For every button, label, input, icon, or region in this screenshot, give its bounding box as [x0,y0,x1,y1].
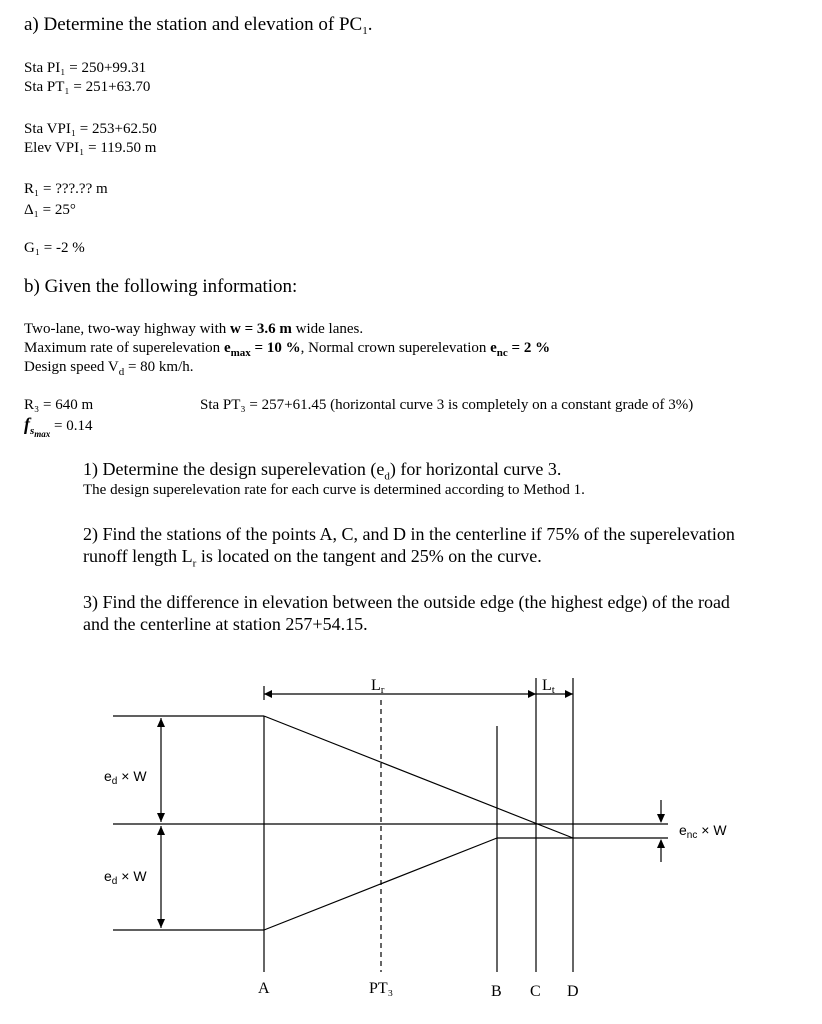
outside-edge-runoff [264,716,573,838]
lt-label: Lt [542,677,555,696]
ed-w-lower-label: $e_d \times W$ [104,868,147,887]
delta-1: Δ₁ = 25° [24,202,76,218]
point-b-label: B [491,983,502,1000]
point-pt3-label: PT₃ [369,980,394,997]
radius-r1: R₁ = ???.?? m [24,181,108,197]
highway-description: Two-lane, two-way highway with w = 3.6 m wide lanes. [24,321,364,337]
point-c-label: C [530,983,541,1000]
lr-arrow-left [264,690,272,698]
sta-pt1: Sta PT₁ = 251+63.70 [24,79,151,95]
enc-w-label: $e_{nc} \times W$ [679,822,727,841]
lt-arrow-right [565,690,573,698]
question-1-note: The design superelevation rate for each curve is determined according to Method 1. [83,482,585,498]
sta-vpi1: Sta VPI₁ = 253+62.50 [24,121,157,137]
design-speed: Design speed $V_d = 80$ km/h. [24,359,194,378]
grade-g1: G₁ = -2 % [24,240,85,256]
part-b-heading: b) Given the following information: [24,276,298,297]
lr-arrow-right [528,690,536,698]
question-1: 1) Determine the design superelevation $(e_d)$ for horizontal curve 3. [83,459,562,483]
elev-vpi1: Elev VPI₁ = 119.50 m [24,140,157,156]
question-3-line-1: 3) Find the difference in elevation between the outside edge (the highest edge) of the road [83,592,730,612]
lr-label: Lr [371,677,385,696]
radius-r3: R₃ = 640 m [24,397,94,413]
sta-pi1: Sta PI₁ = 250+99.31 [24,60,147,76]
sta-pt3-info: Sta PT₃ = 257+61.45 (horizontal curve 3 is completely on a constant grade of 3%) [200,397,694,413]
question-2-line-2: runoff length $L_r$ is located on the tangent and 25% on the curve. [83,546,542,570]
question-3-line-2: and the centerline at station 257+54.15. [83,614,368,634]
ed-w-upper-label: $e_d \times W$ [104,768,147,787]
part-a-heading: a) Determine the station and elevation of $PC_1$. [24,14,373,37]
point-a-label: A [258,980,270,997]
point-d-label: D [567,983,579,1000]
question-2-line-1: 2) Find the stations of the points A, C, and D in the centerline if 75% of the superelevation [83,524,735,544]
fs-max: $f_{s_{max}} = 0.14$ [24,414,93,440]
superelevation-rates: Maximum rate of superelevation $e_{max} = 10$ %, Normal crown superelevation $e_{nc} = 2$ % [24,340,551,359]
